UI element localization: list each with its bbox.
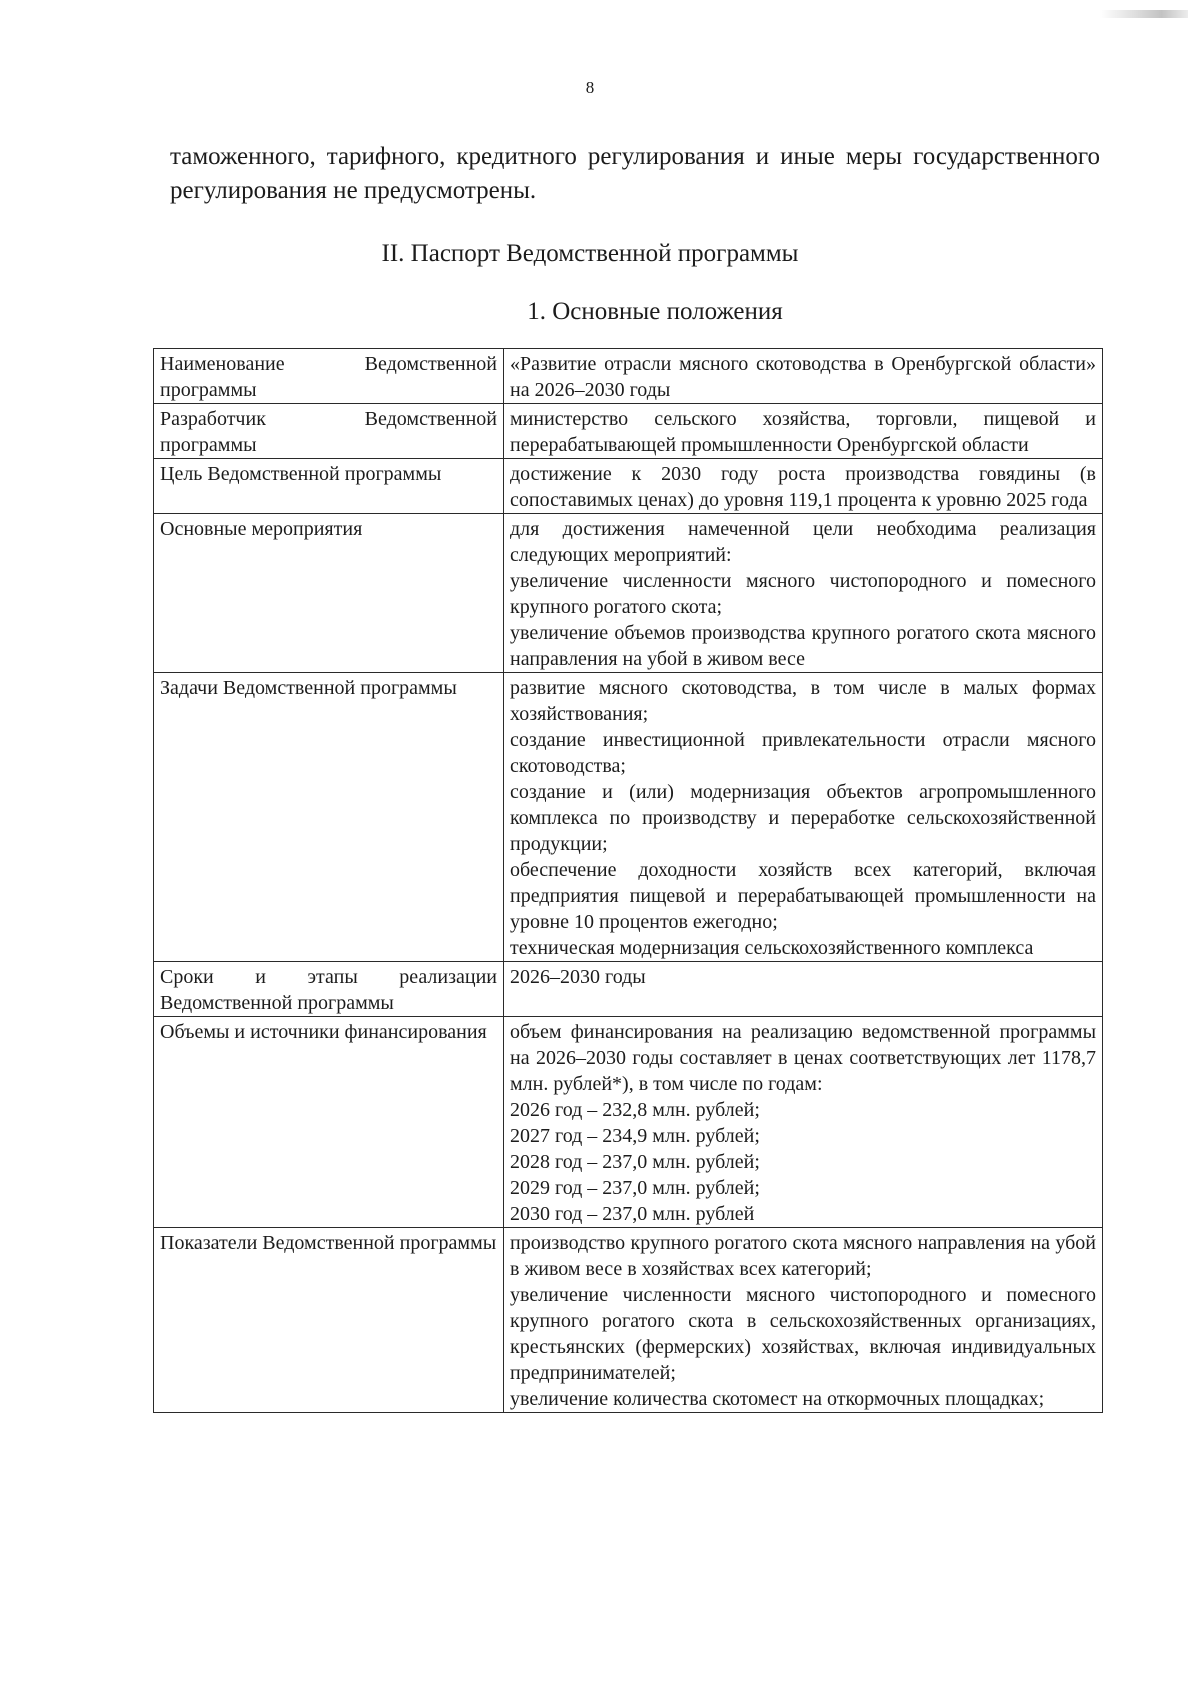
row-value [504,1017,1103,1228]
value-line: увеличение количества скотомест на откормочных площадках; [510,1388,1045,1410]
row-value [504,404,1103,459]
subsection-title: 1. Основные положения [527,298,783,325]
value-line: 2030 год – 237,0 млн. рублей [510,1203,755,1225]
row-label: Задачи Ведомственной программы [154,673,504,962]
value-line: достижение к 2030 году роста производства говядины (в сопоставимых ценах) до уровня 119,1 процента к уровню 2025 года [510,463,1096,511]
value-line: для достижения намеченной цели необходима реализация следующих мероприятий: [510,518,1096,566]
value-line: увеличение численности мясного чистопородного и помесного крупного рогатого скота в сельскохозяйственных организациях, крестьянских (фермерских) хозяйствах, включая индивидуальных предпринимателей; [510,1284,1096,1384]
table-row-indicators [154,1228,1103,1413]
row-label: Объемы и источники финансирования [154,1017,504,1228]
row-label: Цель Ведомственной программы [154,459,504,514]
table-row-goal [154,459,1103,514]
row-value [504,1228,1103,1413]
value-line: обеспечение доходности хозяйств всех категорий, включая предприятия пищевой и перерабатывающей промышленности на уровне 10 процентов ежегодно; [510,859,1096,933]
row-value [504,962,1103,1017]
intro-paragraph: таможенного, тарифного, кредитного регулирования и иные меры государственного регулирования не предусмотрены. [170,143,1100,204]
row-label: Наименование Ведомственной программы [154,349,504,404]
table-row-activities [154,514,1103,673]
table-row-terms [154,962,1103,1017]
value-line: увеличение объемов производства крупного рогатого скота мясного направления на убой в живом весе [510,622,1096,670]
value-line: «Развитие отрасли мясного скотоводства в Оренбургской области» на 2026–2030 годы [510,353,1096,401]
scan-artifact [1100,10,1188,18]
row-value [504,514,1103,673]
value-line: 2026–2030 годы [510,966,646,988]
value-line: техническая модернизация сельскохозяйственного комплекса [510,937,1034,959]
row-label: Сроки и этапы реализации Ведомственной программы [154,962,504,1017]
value-line: 2026 год – 232,8 млн. рублей; [510,1099,760,1121]
value-line: 2027 год – 234,9 млн. рублей; [510,1125,760,1147]
row-label: Показатели Ведомственной программы [154,1228,504,1413]
table-row-tasks [154,673,1103,962]
page-number: 8 [585,78,595,97]
value-line: создание и (или) модернизация объектов агропромышленного комплекса по производству и переработке сельскохозяйственной продукции; [510,781,1096,855]
section-title: II. Паспорт Ведомственной программы [381,240,799,267]
value-line: 2029 год – 237,0 млн. рублей; [510,1177,760,1199]
row-label: Основные мероприятия [154,514,504,673]
value-line: увеличение численности мясного чистопородного и помесного крупного рогатого скота; [510,570,1096,618]
value-line: производство крупного рогатого скота мясного направления на убой в живом весе в хозяйствах всех категорий; [510,1232,1096,1280]
row-value [504,459,1103,514]
table-row-developer [154,404,1103,459]
value-line: министерство сельского хозяйства, торговли, пищевой и перерабатывающей промышленности Оренбургской области [510,408,1096,456]
value-line: развитие мясного скотоводства, в том числе в малых формах хозяйствования; [510,677,1096,725]
row-value [504,349,1103,404]
value-line: создание инвестиционной привлекательности отрасли мясного скотоводства; [510,729,1096,777]
row-label: Разработчик Ведомственной программы [154,404,504,459]
table-row-name [154,349,1103,404]
row-value [504,673,1103,962]
table-row-funding [154,1017,1103,1228]
passport-table [153,348,1103,1413]
value-line: объем финансирования на реализацию ведомственной программы на 2026–2030 годы составляет в ценах соответствующих лет 1178,7 млн. рублей*), в том числе по годам: [510,1021,1096,1095]
value-line: 2028 год – 237,0 млн. рублей; [510,1151,760,1173]
